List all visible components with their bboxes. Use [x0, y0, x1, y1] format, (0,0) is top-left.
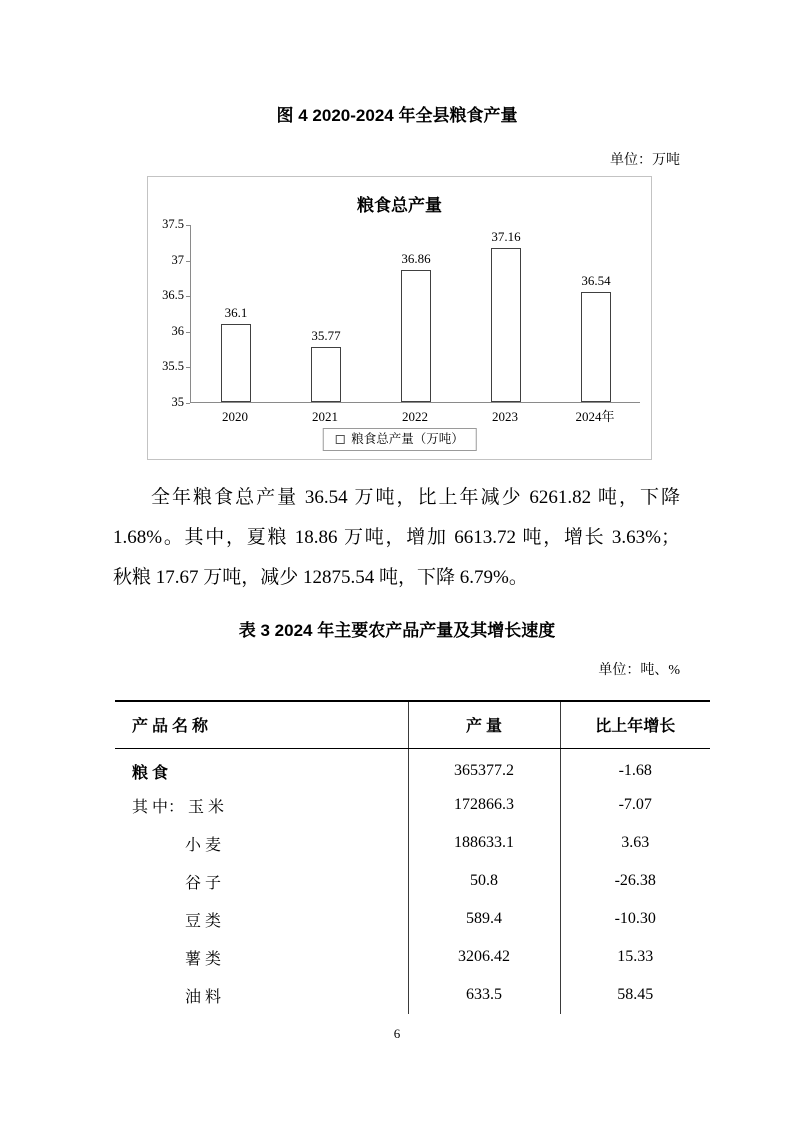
table-row	[115, 824, 710, 862]
table-header-row	[115, 701, 710, 748]
chart-plot-area	[190, 225, 640, 403]
bar-value-label: 37.16	[491, 229, 521, 245]
y-tick-mark	[186, 367, 190, 368]
header-growth: 比上年增长	[560, 701, 710, 748]
products-table-body	[115, 748, 710, 1014]
y-tick-label: 35.5	[162, 359, 184, 374]
bar-2023	[491, 248, 521, 402]
y-tick-label: 36	[171, 323, 184, 338]
y-tick-mark	[186, 296, 190, 297]
product-name-cell: 豆 类	[115, 900, 408, 938]
x-tick-label: 2021	[312, 409, 338, 424]
x-tick-label: 2020	[222, 409, 248, 424]
table-row	[115, 748, 710, 786]
product-name-cell: 薯 类	[115, 938, 408, 976]
paragraph-line: 秋粮 17.67 万吨，减少 12875.54 吨，下降 6.79%。	[113, 567, 528, 588]
bar-2024年	[581, 292, 611, 402]
chart-legend	[322, 428, 477, 451]
x-tick-label: 2024年	[575, 409, 615, 424]
legend-swatch-icon	[335, 435, 344, 444]
x-tick-label: 2023	[492, 409, 518, 424]
growth-cell: -7.07	[618, 796, 652, 813]
growth-cell: -1.68	[618, 762, 652, 780]
growth-cell: -10.30	[614, 910, 656, 927]
chart-unit-label: 单位：万吨	[610, 153, 680, 168]
y-tick-mark	[186, 261, 190, 262]
output-cell: 3206.42	[408, 938, 560, 976]
product-name-cell: 小 麦	[115, 824, 408, 862]
product-name-cell: 谷 子	[115, 862, 408, 900]
growth-cell: 58.45	[617, 986, 654, 1003]
products-table	[115, 700, 710, 1014]
y-tick-label: 37	[171, 252, 184, 267]
bar-value-label: 36.1	[224, 304, 248, 320]
bar-2022	[401, 270, 431, 402]
paragraph-line: 1.68%。其中，夏粮 18.86 万吨，增加 6613.72 吨，增长 3.63%；	[113, 527, 680, 548]
body-paragraph	[113, 478, 680, 598]
paragraph-line: 全年粮食总产量 36.54 万吨，比上年减少 6261.82 吨，下降	[151, 487, 680, 508]
y-tick-label: 36.5	[162, 288, 184, 303]
table-unit-label: 单位：吨、%	[598, 663, 680, 678]
page-number: 6	[393, 1026, 401, 1041]
y-tick-label: 37.5	[162, 217, 184, 231]
bar-value-label: 35.77	[311, 328, 341, 344]
output-cell: 633.5	[408, 976, 560, 1014]
bar-value-label: 36.54	[581, 273, 611, 289]
output-cell: 188633.1	[408, 824, 560, 862]
product-name-cell: 其 中： 玉 米	[115, 786, 408, 824]
output-cell: 589.4	[408, 900, 560, 938]
figure-title: 图 4 2020-2024 年全县粮食产量	[276, 106, 518, 125]
header-product-name: 产 品 名 称	[115, 701, 408, 748]
output-cell: 50.8	[408, 862, 560, 900]
table-row	[115, 976, 710, 1014]
x-tick-label: 2022	[402, 409, 428, 424]
y-tick-mark	[186, 403, 190, 404]
y-tick-mark	[186, 332, 190, 333]
table-row	[115, 938, 710, 976]
header-output: 产 量	[408, 701, 560, 748]
table-row	[115, 900, 710, 938]
table-row	[115, 786, 710, 824]
growth-cell: 3.63	[621, 834, 650, 851]
y-tick-label: 35	[171, 395, 184, 409]
legend-label: 粮食总产量（万吨）	[351, 432, 464, 446]
bar-value-label: 36.86	[401, 250, 431, 266]
bar-2021	[311, 347, 341, 402]
output-cell: 365377.2	[408, 748, 560, 786]
table-row	[115, 862, 710, 900]
product-name-cell: 粮 食	[115, 748, 408, 786]
y-tick-mark	[186, 225, 190, 226]
output-cell: 172866.3	[408, 786, 560, 824]
bar-2020	[221, 324, 251, 402]
growth-cell: -26.38	[614, 872, 656, 889]
product-name-cell: 油 料	[115, 976, 408, 1014]
chart-title: 粮食总产量	[357, 196, 442, 215]
table-title: 表 3 2024 年主要农产品产量及其增长速度	[238, 621, 556, 640]
grain-output-chart	[147, 176, 652, 460]
growth-cell: 15.33	[617, 948, 654, 965]
